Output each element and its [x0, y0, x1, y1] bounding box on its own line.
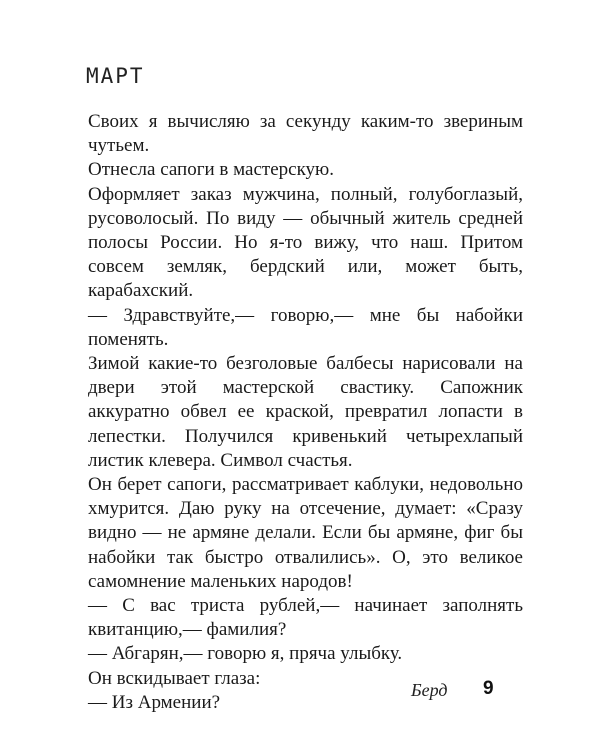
- paragraph: — С вас триста рублей,— начинает заполнять квитанцию,— фамилия?: [88, 595, 523, 641]
- paragraph: Он вскидывает глаза:: [88, 667, 261, 689]
- paragraph: Своих я вычисляю за секунду каким-то звериным чутьем.: [88, 111, 523, 157]
- paragraph: — Здравствуйте,— говорю,— мне бы набойки поменять.: [88, 304, 523, 350]
- paragraph: Оформляет заказ мужчина, полный, голубоглазый, русоволосый. По виду — обычный житель средней полосы России. Но я-то вижу, что наш. Притом совсем земляк, бердский или, может быть, карабахский.: [88, 183, 523, 302]
- running-footer-title: Берд: [411, 680, 448, 700]
- chapter-month-heading: МАРТ: [86, 64, 145, 88]
- paragraph: — Абгарян,— говорю я, пряча улыбку.: [88, 643, 403, 665]
- paragraph: Отнесла сапоги в мастерскую.: [88, 159, 334, 181]
- page-body-text: [88, 110, 523, 715]
- paragraph: Зимой какие-то безголовые балбесы нарисовали на двери этой мастерской свастику. Сапожник аккуратно обвел ее краской, превратил лопасти в лепестки. Получился кривенький четырехлапый листик клевера. Символ счастья.: [88, 353, 523, 471]
- paragraph: Он берет сапоги, рассматривает каблуки, недовольно хмурится. Даю руку на отсечение, думает: «Сразу видно — не армяне делали. Если бы армяне, фиг бы набойки так быстро отвалились». О, это великое самомнение маленьких народов!: [88, 474, 523, 592]
- page-number: 9: [483, 678, 494, 699]
- paragraph: — Из Армении?: [88, 691, 221, 713]
